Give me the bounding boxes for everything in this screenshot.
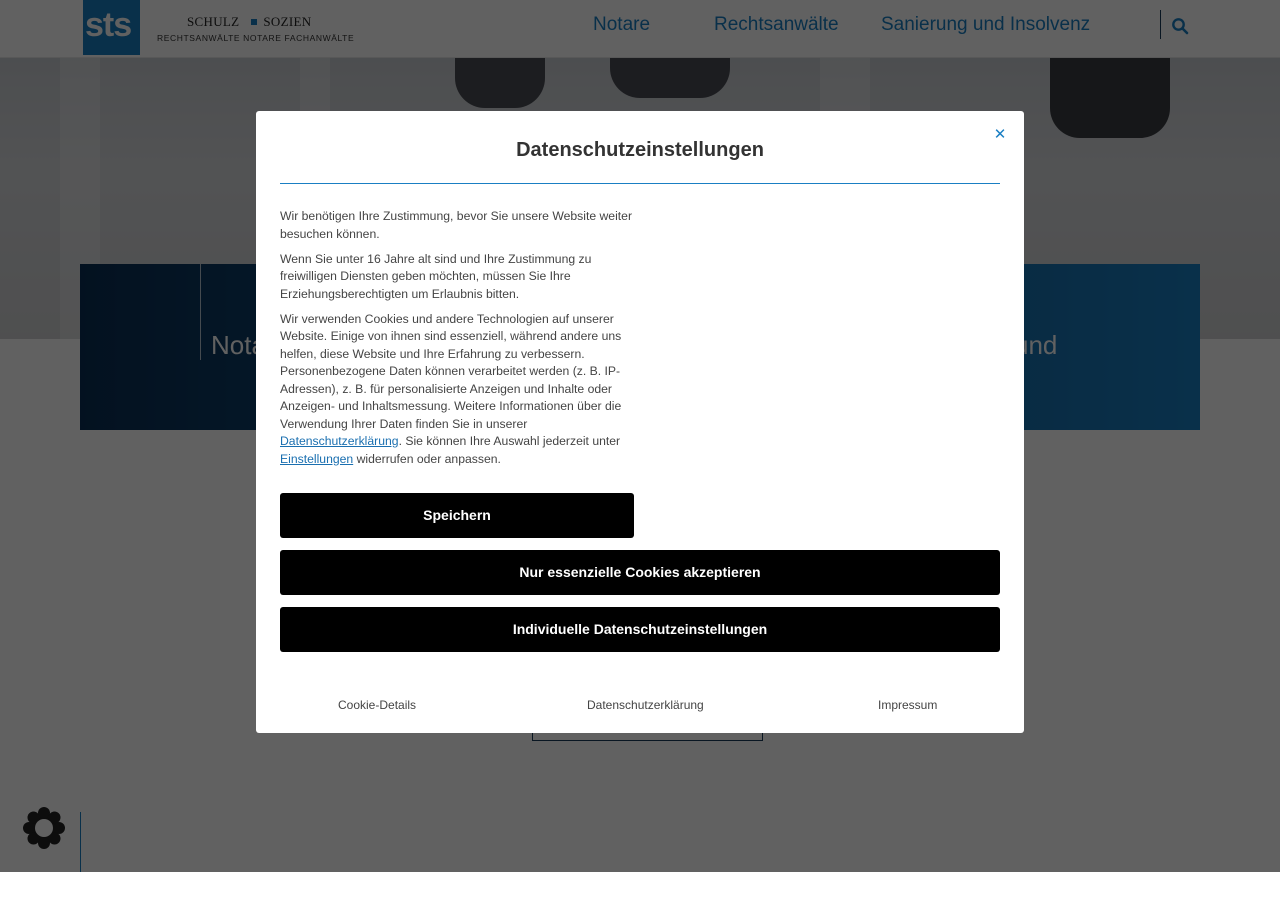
privacy-settings-dialog <box>256 111 1024 733</box>
privacy-policy-footer-link[interactable]: Datenschutzerklärung <box>587 698 704 712</box>
individual-settings-button[interactable]: Individuelle Datenschutzeinstellungen <box>280 607 1000 652</box>
consent-text-start: Wir verwenden Cookies und andere Technologien auf unserer Website. Einige von ihnen sind essenziell, während andere uns helfen, diese Website und Ihre Erfahrung zu verbessern. Personenbezogene Daten können verarbeitet werden (z. B. IP-Adressen), z. B. für personalisierte Anzeigen und Inhalte oder Anzeigen- und Inhaltsmessung. Weitere Informationen über die Verwendung Ihrer Daten finden Sie in unserer <box>280 311 622 431</box>
dialog-footer-links <box>256 698 1024 714</box>
consent-paragraph-3 <box>280 311 636 469</box>
consent-text-middle: . Sie können Ihre Auswahl jederzeit unter <box>398 434 621 448</box>
imprint-link[interactable]: Impressum <box>878 698 938 712</box>
settings-link[interactable]: Einstellungen <box>280 451 354 466</box>
privacy-policy-link[interactable]: Datenschutzerklärung <box>280 434 399 448</box>
consent-paragraph-2: Wenn Sie unter 16 Jahre alt sind und Ihre Zustimmung zu freiwilligen Diensten geben möchten, müssen Sie Ihre Erziehungsberechtigten um Erlaubnis bitten. <box>280 251 592 301</box>
save-button[interactable]: Speichern <box>280 493 634 538</box>
dialog-title: Datenschutzeinstellungen <box>516 139 764 161</box>
accept-essential-button[interactable]: Nur essenzielle Cookies akzeptieren <box>280 550 1000 595</box>
close-icon[interactable]: ✕ <box>993 126 1007 143</box>
dialog-body <box>280 208 636 476</box>
dialog-divider <box>280 183 1000 184</box>
consent-paragraph-1: Wir benötigen Ihre Zustimmung, bevor Sie unsere Website weiter besuchen können. <box>280 209 633 241</box>
cookie-details-link[interactable]: Cookie-Details <box>338 698 417 712</box>
footer-strip <box>0 872 1280 900</box>
consent-text-end: widerrufen oder anpassen. <box>353 451 501 466</box>
